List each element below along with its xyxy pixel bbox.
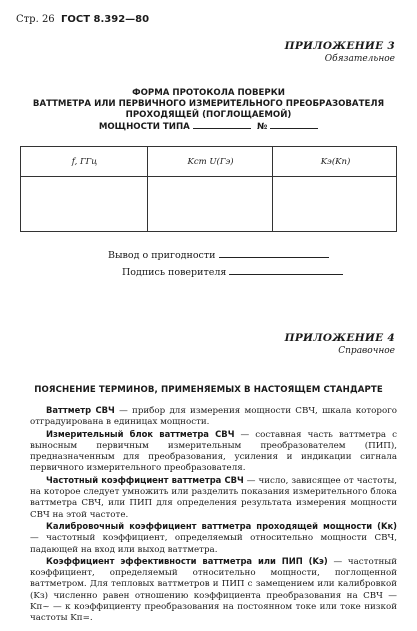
term-paragraph: Частотный коэффициент ваттметра СВЧ — число, зависящее от частоты, на которое следует умножить или разделить показания измерительного блока ваттметра СВЧ, или ПИП для определения результата измерения мощности СВЧ на этой частоте. [30,474,398,520]
section-title: ПОЯСНЕНИЕ ТЕРМИНОВ, ПРИМЕНЯЕМЫХ В НАСТОЯЩЕМ СТАНДАРТЕ [34,385,383,395]
appendix-3-status: Обязательное [324,54,395,64]
verifier-blank [229,266,343,275]
appendix-4-status: Справочное [338,346,395,356]
col-vswr: Kст U(Гэ) [187,157,234,167]
verifier-label: Подпись поверителя [122,267,227,278]
type-blank [193,121,251,129]
term-paragraph: Ваттметр СВЧ — прибор для измерения мощности СВЧ, шкала которого отградуирована в единицах мощности. [30,405,397,428]
terms-text [30,405,397,625]
form-title-line-1: ФОРМА ПРОТОКОЛА ПОВЕРКИ [132,88,285,98]
conclusion-label: Вывод о пригодности [108,250,216,261]
form-title-line-3: ПРОХОДЯЩЕЙ (ПОГЛОЩАЕМОЙ) [125,110,292,120]
page-number: Стр. 26 [16,14,55,25]
term-paragraph: Измерительный блок ваттметра СВЧ — составная часть ваттметра с выносным первичным измерительным преобразователем (ПИП), предназначенным для преобразования, усиления и индикации сигнала первичного измерительного преобразователя. [30,428,397,474]
table-divider [272,147,273,231]
form-title [20,88,397,133]
col-frequency: f, ГГц [71,157,98,167]
term-paragraph: Коэффициент эффективности ваттметра или ПИП (Kэ) — частотный коэффициент, определяемый относительно мощности, поглощенной ваттметром. Для тепловых ваттметров и ПИП с замещением или калибровкой (Kз) численно равен отношению коэффициента преобразования на СВЧ — Kп~ — к коэффициенту преобразования на постоянном токе или токе низкой частоты Kп=. [30,555,397,624]
verifier-line [122,266,343,278]
form-title-line-2: ВАТТМЕТРА ИЛИ ПЕРВИЧНОГО ИЗМЕРИТЕЛЬНОГО ПРЕОБРАЗОВАТЕЛЯ [32,99,385,109]
appendix-3-label [285,40,395,64]
number-sign: № [256,122,268,132]
conclusion-blank [219,249,329,258]
appendix-3-title: ПРИЛОЖЕНИЕ 3 [284,40,395,52]
protocol-table [20,146,397,232]
appendix-4-title: ПРИЛОЖЕНИЕ 4 [284,332,395,344]
table-divider [147,147,148,231]
appendix-4-label [285,332,395,356]
standard-code: ГОСТ 8.392—80 [61,14,150,25]
conclusion-line [108,249,329,261]
page-header [16,14,149,25]
number-blank [270,121,318,129]
col-efficiency: Kэ(Kп) [320,157,351,167]
table-header [21,147,396,177]
term-paragraph: Калибровочный коэффициент ваттметра проходящей мощности (Kк) — частотный коэффициент, определяемый относительно мощности СВЧ, падающей на вход или выход ваттметра. [30,520,397,555]
form-title-line-4: МОЩНОСТИ ТИПА № [20,121,397,133]
